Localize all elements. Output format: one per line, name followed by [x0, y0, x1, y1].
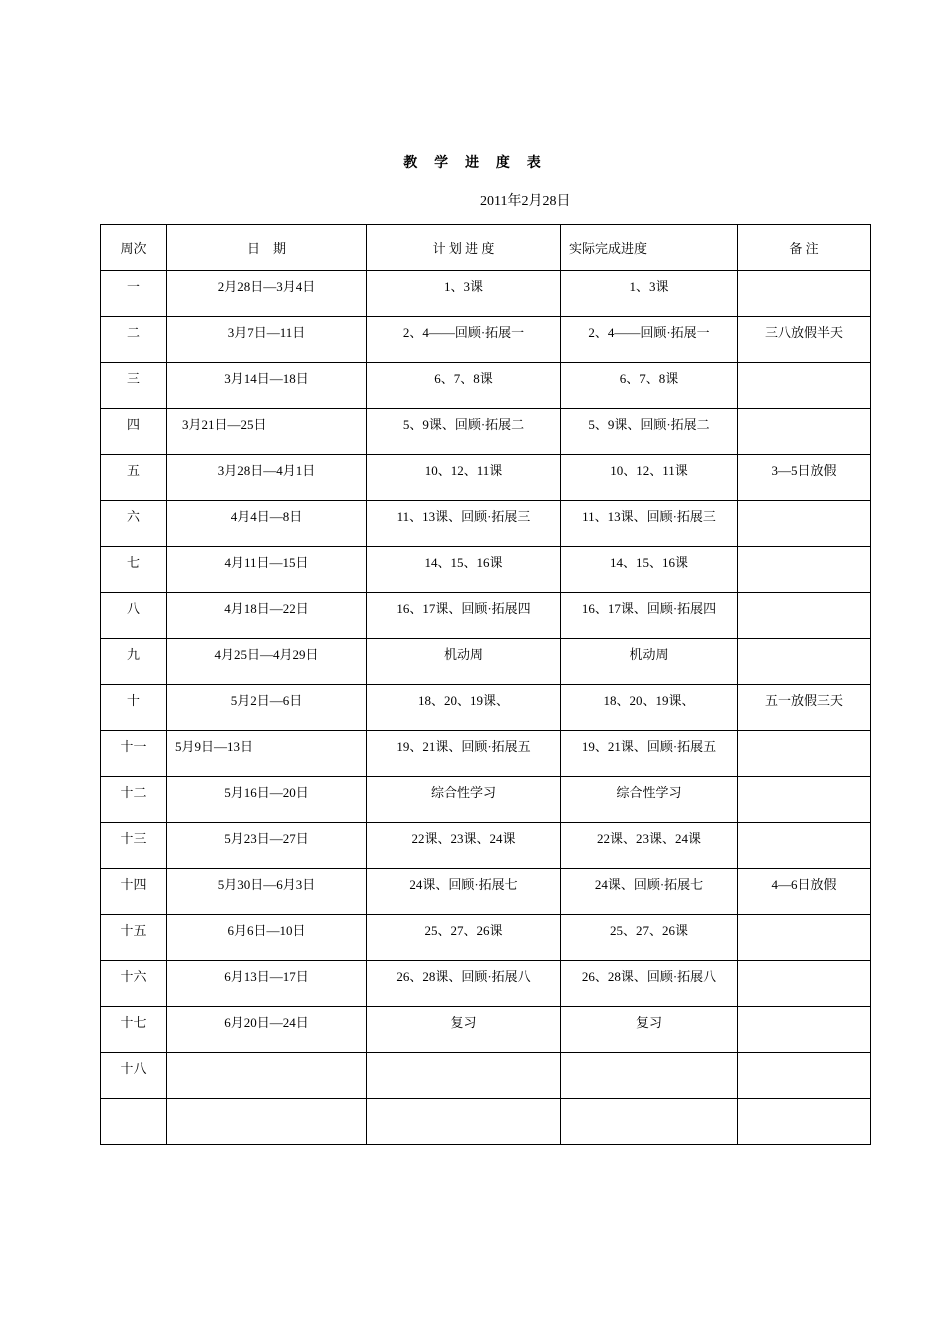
cell-date: 6月13日—17日 — [167, 961, 367, 1007]
cell-week: 十六 — [101, 961, 167, 1007]
cell-note — [738, 731, 871, 777]
cell-plan: 22课、23课、24课 — [367, 823, 561, 869]
cell-week: 八 — [101, 593, 167, 639]
cell-note — [738, 593, 871, 639]
cell-note — [738, 409, 871, 455]
cell-note — [738, 271, 871, 317]
header-row — [101, 225, 871, 271]
header-note: 备 注 — [738, 225, 871, 271]
table-row — [101, 409, 871, 455]
table-row — [101, 777, 871, 823]
cell-plan: 6、7、8课 — [367, 363, 561, 409]
cell-week: 十 — [101, 685, 167, 731]
cell-week: 十五 — [101, 915, 167, 961]
cell-note — [738, 363, 871, 409]
cell-date: 5月16日—20日 — [167, 777, 367, 823]
table-row — [101, 639, 871, 685]
cell-actual: 综合性学习 — [561, 777, 738, 823]
cell-note — [738, 777, 871, 823]
cell-date: 4月18日—22日 — [167, 593, 367, 639]
cell-actual: 5、9课、回顾·拓展二 — [561, 409, 738, 455]
cell-week: 六 — [101, 501, 167, 547]
cell-plan — [367, 1099, 561, 1145]
cell-note: 3—5日放假 — [738, 455, 871, 501]
cell-date: 3月21日—25日 — [167, 409, 367, 455]
cell-week: 十四 — [101, 869, 167, 915]
cell-actual: 24课、回顾·拓展七 — [561, 869, 738, 915]
cell-note — [738, 547, 871, 593]
cell-plan: 26、28课、回顾·拓展八 — [367, 961, 561, 1007]
cell-plan: 25、27、26课 — [367, 915, 561, 961]
cell-week: 一 — [101, 271, 167, 317]
cell-note — [738, 1007, 871, 1053]
table-row — [101, 915, 871, 961]
cell-actual: 机动周 — [561, 639, 738, 685]
cell-actual — [561, 1099, 738, 1145]
cell-actual: 19、21课、回顾·拓展五 — [561, 731, 738, 777]
cell-note: 4—6日放假 — [738, 869, 871, 915]
cell-date — [167, 1053, 367, 1099]
cell-week: 十八 — [101, 1053, 167, 1099]
table-row — [101, 685, 871, 731]
cell-plan: 16、17课、回顾·拓展四 — [367, 593, 561, 639]
cell-actual: 25、27、26课 — [561, 915, 738, 961]
page-title: 教 学 进 度 表 — [403, 155, 547, 171]
cell-actual: 22课、23课、24课 — [561, 823, 738, 869]
cell-note — [738, 823, 871, 869]
cell-note: 五一放假三天 — [738, 685, 871, 731]
header-date: 日 期 — [167, 225, 367, 271]
cell-week: 七 — [101, 547, 167, 593]
table-row — [101, 271, 871, 317]
table-row — [101, 363, 871, 409]
cell-date: 2月28日—3月4日 — [167, 271, 367, 317]
cell-date: 3月14日—18日 — [167, 363, 367, 409]
header-week: 周次 — [101, 225, 167, 271]
cell-actual: 2、4——回顾·拓展一 — [561, 317, 738, 363]
cell-actual: 18、20、19课、 — [561, 685, 738, 731]
cell-date: 5月9日—13日 — [167, 731, 367, 777]
cell-actual: 10、12、11课 — [561, 455, 738, 501]
cell-plan: 11、13课、回顾·拓展三 — [367, 501, 561, 547]
cell-note — [738, 639, 871, 685]
cell-week: 十三 — [101, 823, 167, 869]
cell-date: 4月25日—4月29日 — [167, 639, 367, 685]
table-row — [101, 869, 871, 915]
cell-actual: 16、17课、回顾·拓展四 — [561, 593, 738, 639]
cell-week: 五 — [101, 455, 167, 501]
cell-actual: 26、28课、回顾·拓展八 — [561, 961, 738, 1007]
cell-date: 5月23日—27日 — [167, 823, 367, 869]
table-row — [101, 593, 871, 639]
table-row — [101, 547, 871, 593]
cell-week: 九 — [101, 639, 167, 685]
cell-note — [738, 1099, 871, 1145]
table-row — [101, 823, 871, 869]
cell-plan: 机动周 — [367, 639, 561, 685]
cell-plan: 复习 — [367, 1007, 561, 1053]
cell-plan: 14、15、16课 — [367, 547, 561, 593]
cell-note — [738, 1053, 871, 1099]
table-row — [101, 501, 871, 547]
table-row — [101, 961, 871, 1007]
cell-plan: 5、9课、回顾·拓展二 — [367, 409, 561, 455]
cell-plan: 10、12、11课 — [367, 455, 561, 501]
document-date: 2011年2月28日 — [480, 194, 571, 209]
cell-note — [738, 915, 871, 961]
cell-date: 3月28日—4月1日 — [167, 455, 367, 501]
table-row — [101, 1099, 871, 1145]
schedule-table — [100, 224, 871, 1145]
cell-plan — [367, 1053, 561, 1099]
cell-week: 二 — [101, 317, 167, 363]
cell-date: 4月4日—8日 — [167, 501, 367, 547]
cell-actual: 1、3课 — [561, 271, 738, 317]
cell-plan: 18、20、19课、 — [367, 685, 561, 731]
header-plan: 计 划 进 度 — [367, 225, 561, 271]
table-row — [101, 455, 871, 501]
header-actual: 实际完成进度 — [561, 225, 738, 271]
cell-plan: 24课、回顾·拓展七 — [367, 869, 561, 915]
cell-week: 三 — [101, 363, 167, 409]
cell-actual: 6、7、8课 — [561, 363, 738, 409]
cell-plan: 1、3课 — [367, 271, 561, 317]
cell-plan: 19、21课、回顾·拓展五 — [367, 731, 561, 777]
cell-note: 三八放假半天 — [738, 317, 871, 363]
cell-actual: 11、13课、回顾·拓展三 — [561, 501, 738, 547]
cell-date: 6月20日—24日 — [167, 1007, 367, 1053]
table-row — [101, 317, 871, 363]
cell-date — [167, 1099, 367, 1145]
cell-week: 十七 — [101, 1007, 167, 1053]
cell-week: 四 — [101, 409, 167, 455]
cell-date: 5月30日—6月3日 — [167, 869, 367, 915]
cell-actual: 14、15、16课 — [561, 547, 738, 593]
cell-actual — [561, 1053, 738, 1099]
table-row — [101, 1053, 871, 1099]
table-row — [101, 1007, 871, 1053]
cell-date: 6月6日—10日 — [167, 915, 367, 961]
table-row — [101, 731, 871, 777]
cell-note — [738, 501, 871, 547]
cell-plan: 2、4——回顾·拓展一 — [367, 317, 561, 363]
cell-note — [738, 961, 871, 1007]
cell-date: 4月11日—15日 — [167, 547, 367, 593]
cell-date: 5月2日—6日 — [167, 685, 367, 731]
cell-actual: 复习 — [561, 1007, 738, 1053]
cell-week: 十二 — [101, 777, 167, 823]
cell-week: 十一 — [101, 731, 167, 777]
cell-plan: 综合性学习 — [367, 777, 561, 823]
cell-date: 3月7日—11日 — [167, 317, 367, 363]
cell-week — [101, 1099, 167, 1145]
